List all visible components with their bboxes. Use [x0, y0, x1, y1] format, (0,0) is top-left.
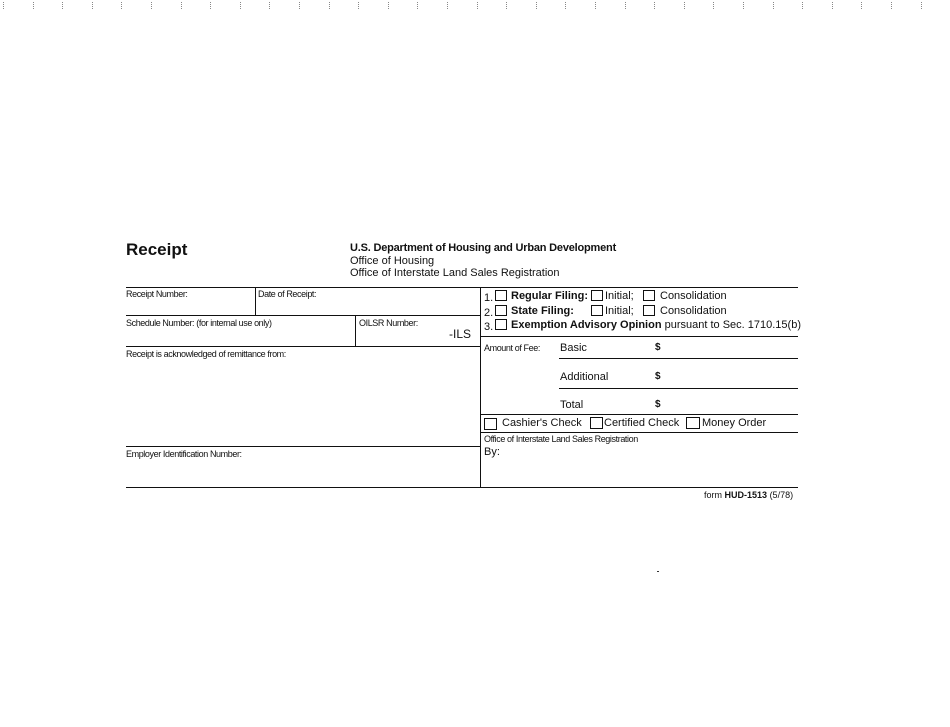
- regular-filing-label: Regular Filing:: [511, 290, 588, 302]
- row1-rule: [126, 315, 480, 316]
- perforation-tick: [506, 2, 508, 9]
- money-order-label: Money Order: [702, 417, 767, 429]
- perforation-tick: [329, 2, 331, 9]
- amount-of-fee-label: Amount of Fee:: [484, 343, 540, 353]
- item2-number: 2.: [484, 307, 494, 319]
- perforation-tick: [921, 2, 923, 9]
- perforation-tick: [240, 2, 242, 9]
- total-fee-currency: $: [655, 399, 661, 410]
- perforation-tick: [388, 2, 390, 9]
- perforation-tick: [92, 2, 94, 9]
- perforation-tick: [210, 2, 212, 9]
- regular-consolidation-label: Consolidation: [660, 290, 727, 302]
- oilsr-number-label: OILSR Number:: [359, 318, 418, 328]
- perforation-tick: [536, 2, 538, 9]
- receipt-date-divider: [255, 287, 256, 315]
- additional-fee-currency: $: [655, 371, 661, 382]
- by-label: By:: [484, 446, 500, 458]
- date-of-receipt-field[interactable]: [258, 300, 478, 314]
- remittance-field[interactable]: [127, 362, 477, 444]
- total-fee-label: Total: [560, 399, 584, 411]
- perforation-tick: [358, 2, 360, 9]
- certified-check-checkbox[interactable]: [590, 417, 603, 429]
- schedule-oilsr-divider: [355, 315, 356, 346]
- regular-initial-checkbox[interactable]: [591, 290, 603, 301]
- perforation-tick: [713, 2, 715, 9]
- exemption-opinion-checkbox[interactable]: [495, 319, 507, 330]
- perforation-tick: [832, 2, 834, 9]
- basic-fee-field[interactable]: [664, 341, 796, 356]
- form-date: (5/78): [769, 490, 794, 500]
- perforation-tick: [565, 2, 567, 9]
- speck-mark: [657, 571, 659, 572]
- perforation-tick: [477, 2, 479, 9]
- cashiers-check-checkbox[interactable]: [484, 418, 497, 430]
- ein-field[interactable]: [127, 461, 477, 485]
- signature-field[interactable]: [503, 445, 796, 485]
- basic-fee-currency: $: [655, 342, 661, 353]
- perforation-tick: [802, 2, 804, 9]
- regular-consolidation-checkbox[interactable]: [643, 290, 655, 301]
- additional-fee-rule: [559, 388, 798, 389]
- cashiers-check-label: Cashier's Check: [502, 417, 582, 429]
- perforation-tick: [625, 2, 627, 9]
- division-name: Office of Interstate Land Sales Registration: [350, 267, 560, 279]
- exemption-opinion-citation: pursuant to Sec. 1710.15(b): [661, 319, 801, 331]
- signature-office-label: Office of Interstate Land Sales Registration: [484, 434, 638, 444]
- exemption-opinion-label: [511, 319, 801, 331]
- money-order-checkbox[interactable]: [686, 417, 700, 429]
- perforation-tick: [654, 2, 656, 9]
- perforation-tick: [773, 2, 775, 9]
- center-divider: [480, 287, 481, 487]
- item3-number: 3.: [484, 321, 494, 333]
- ein-label: Employer Identification Number:: [126, 449, 242, 459]
- perforation-tick: [684, 2, 686, 9]
- state-filing-label: State Filing:: [511, 305, 574, 317]
- perforation-tick: [417, 2, 419, 9]
- perforation-tick: [62, 2, 64, 9]
- total-fee-rule: [480, 414, 798, 415]
- perforation-tick: [447, 2, 449, 9]
- perforation-tick: [269, 2, 271, 9]
- perforation-tick: [299, 2, 301, 9]
- perforation-tick: [595, 2, 597, 9]
- perforation-tick: [3, 2, 5, 9]
- item1-number: 1.: [484, 292, 494, 304]
- basic-fee-rule: [559, 358, 798, 359]
- exemption-opinion-title: Exemption Advisory Opinion: [511, 319, 662, 331]
- form-number-prefix: form: [704, 490, 725, 500]
- perforation-tick: [181, 2, 183, 9]
- additional-fee-label: Additional: [560, 371, 609, 383]
- regular-filing-checkbox[interactable]: [495, 290, 507, 301]
- perforation-tick: [861, 2, 863, 9]
- ils-suffix: -ILS: [449, 327, 472, 341]
- office-name: Office of Housing: [350, 255, 435, 267]
- row2-rule: [126, 346, 480, 347]
- oilsr-number-field[interactable]: [358, 329, 443, 344]
- basic-fee-label: Basic: [560, 342, 587, 354]
- receipt-number-label: Receipt Number:: [126, 289, 188, 299]
- form-top-rule: [126, 287, 798, 288]
- agency-name: U.S. Department of Housing and Urban Development: [350, 242, 617, 254]
- perforation-tick: [151, 2, 153, 9]
- schedule-number-field[interactable]: [127, 329, 353, 344]
- remittance-label: Receipt is acknowledged of remittance from:: [126, 349, 286, 359]
- state-initial-checkbox[interactable]: [591, 305, 603, 316]
- state-consolidation-label: Consolidation: [660, 305, 727, 317]
- perforation-tick: [33, 2, 35, 9]
- state-filing-checkbox[interactable]: [495, 305, 507, 316]
- form-number: HUD-1513: [724, 490, 768, 500]
- state-consolidation-checkbox[interactable]: [643, 305, 655, 316]
- receipt-number-field[interactable]: [127, 300, 253, 314]
- form-identifier: [704, 490, 793, 500]
- additional-fee-field[interactable]: [664, 370, 796, 386]
- date-of-receipt-label: Date of Receipt:: [258, 289, 317, 299]
- row3-rule: [126, 446, 480, 447]
- perforation-tick: [891, 2, 893, 9]
- regular-initial-label: Initial;: [605, 290, 634, 302]
- certified-check-label: Certified Check: [604, 417, 680, 429]
- form-title: Receipt: [126, 240, 188, 259]
- form-bottom-rule: [126, 487, 798, 488]
- top-perforation-marks: [0, 0, 950, 10]
- state-initial-label: Initial;: [605, 305, 634, 317]
- filing-bottom-rule: [480, 336, 798, 337]
- total-fee-field[interactable]: [664, 398, 796, 412]
- payment-rule: [480, 432, 798, 433]
- perforation-tick: [121, 2, 123, 9]
- perforation-tick: [743, 2, 745, 9]
- schedule-number-label: Schedule Number: (for internal use only): [126, 318, 272, 328]
